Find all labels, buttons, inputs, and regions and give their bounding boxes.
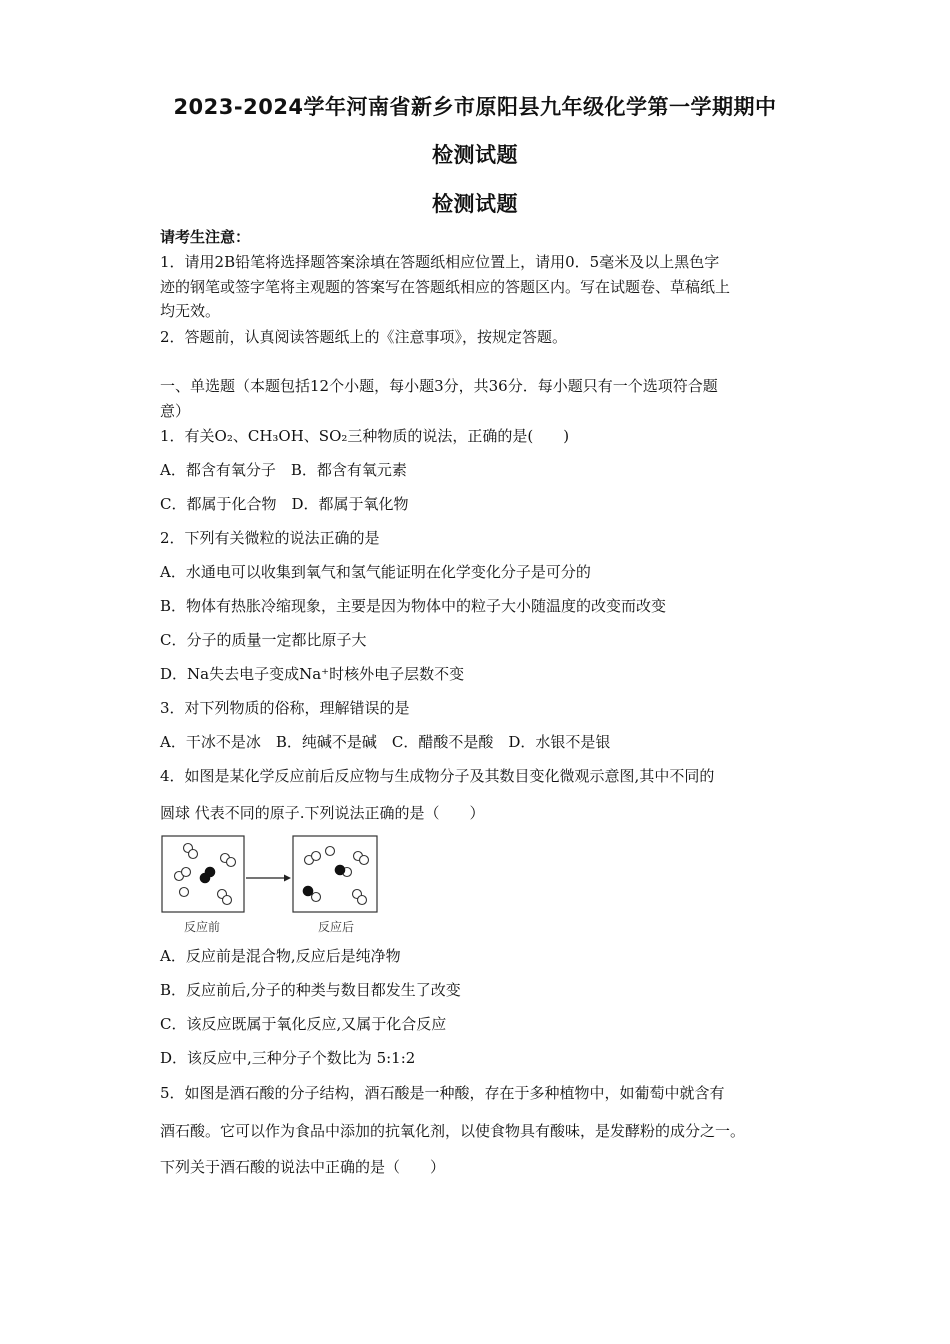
q1-stem: 1．有关O₂、CH₃OH、SO₂三种物质的说法，正确的是( ) (160, 427, 570, 445)
reaction-arrow-head (284, 875, 291, 882)
notice-item1-line2: 迹的钢笔或签字笔将主观题的答案写在答题纸相应的答题区内。写在试题卷、草稿纸上 (160, 278, 731, 296)
reaction-diagram (160, 834, 390, 938)
q5-stem-line2: 酒石酸。它可以作为食品中添加的抗氧化剂，以使食物具有酸味，是发酵粉的成分之一。 (160, 1122, 746, 1140)
section-heading-line1: 一、单选题（本题包括12个小题，每小题3分，共36分．每小题只有一个选项符合题 (160, 377, 718, 395)
q4-option-c: C．该反应既属于氧化反应,又属于化合反应 (160, 1015, 447, 1033)
notice-item1-line1: 1．请用2B铅笔将选择题答案涂填在答题纸相应位置上，请用0．5毫米及以上黑色字 (160, 253, 720, 271)
exam-title-line3: 检测试题 (432, 192, 518, 216)
q4-stem-line1: 4．如图是某化学反应前后反应物与生成物分子及其数目变化微观示意图,其中不同的 (160, 767, 715, 785)
q5-stem-line1: 5．如图是酒石酸的分子结构，酒石酸是一种酸，存在于多种植物中，如葡萄中就含有 (160, 1084, 725, 1102)
figure-label-before: 反应前 (184, 920, 221, 934)
exam-title-line1: 2023-2024学年河南省新乡市原阳县九年级化学第一学期期中 (173, 95, 777, 119)
q5-stem-line3: 下列关于酒石酸的说法中正确的是（ ） (160, 1158, 446, 1176)
section-heading-line2: 意） (160, 402, 191, 420)
q3-options: A．干冰不是冰 B．纯碱不是碱 C．醋酸不是酸 D．水银不是银 (160, 733, 611, 751)
q4-option-d: D．该反应中,三种分子个数比为 5:1:2 (160, 1049, 416, 1067)
q1-options-ab: A．都含有氧分子 B．都含有氧元素 (160, 461, 407, 479)
notice-item2: 2．答题前，认真阅读答题纸上的《注意事项》，按规定答题。 (160, 328, 568, 346)
reaction-diagram-svg (160, 834, 390, 920)
q2-option-a: A．水通电可以收集到氧气和氢气能证明在化学变化分子是可分的 (160, 563, 591, 581)
notice-item1-line3: 均无效。 (160, 302, 221, 320)
q4-option-a: A．反应前是混合物,反应后是纯净物 (160, 947, 401, 965)
q2-option-c: C．分子的质量一定都比原子大 (160, 631, 367, 649)
q2-option-b: B．物体有热胀冷缩现象，主要是因为物体中的粒子大小随温度的改变而改变 (160, 597, 667, 615)
exam-title-line2: 检测试题 (432, 143, 518, 167)
q1-options-cd: C．都属于化合物 D．都属于氧化物 (160, 495, 409, 513)
figure-label-after: 反应后 (318, 920, 355, 934)
q2-option-d: D．Na失去电子变成Na⁺时核外电子层数不变 (160, 665, 465, 683)
q4-option-b: B．反应前后,分子的种类与数目都发生了改变 (160, 981, 461, 999)
q2-stem: 2．下列有关微粒的说法正确的是 (160, 529, 380, 547)
q4-stem-line2: 圆球 代表不同的原子.下列说法正确的是（ ） (160, 804, 485, 822)
notice-heading: 请考生注意： (160, 228, 251, 246)
q3-stem: 3．对下列物质的俗称，理解错误的是 (160, 699, 410, 717)
